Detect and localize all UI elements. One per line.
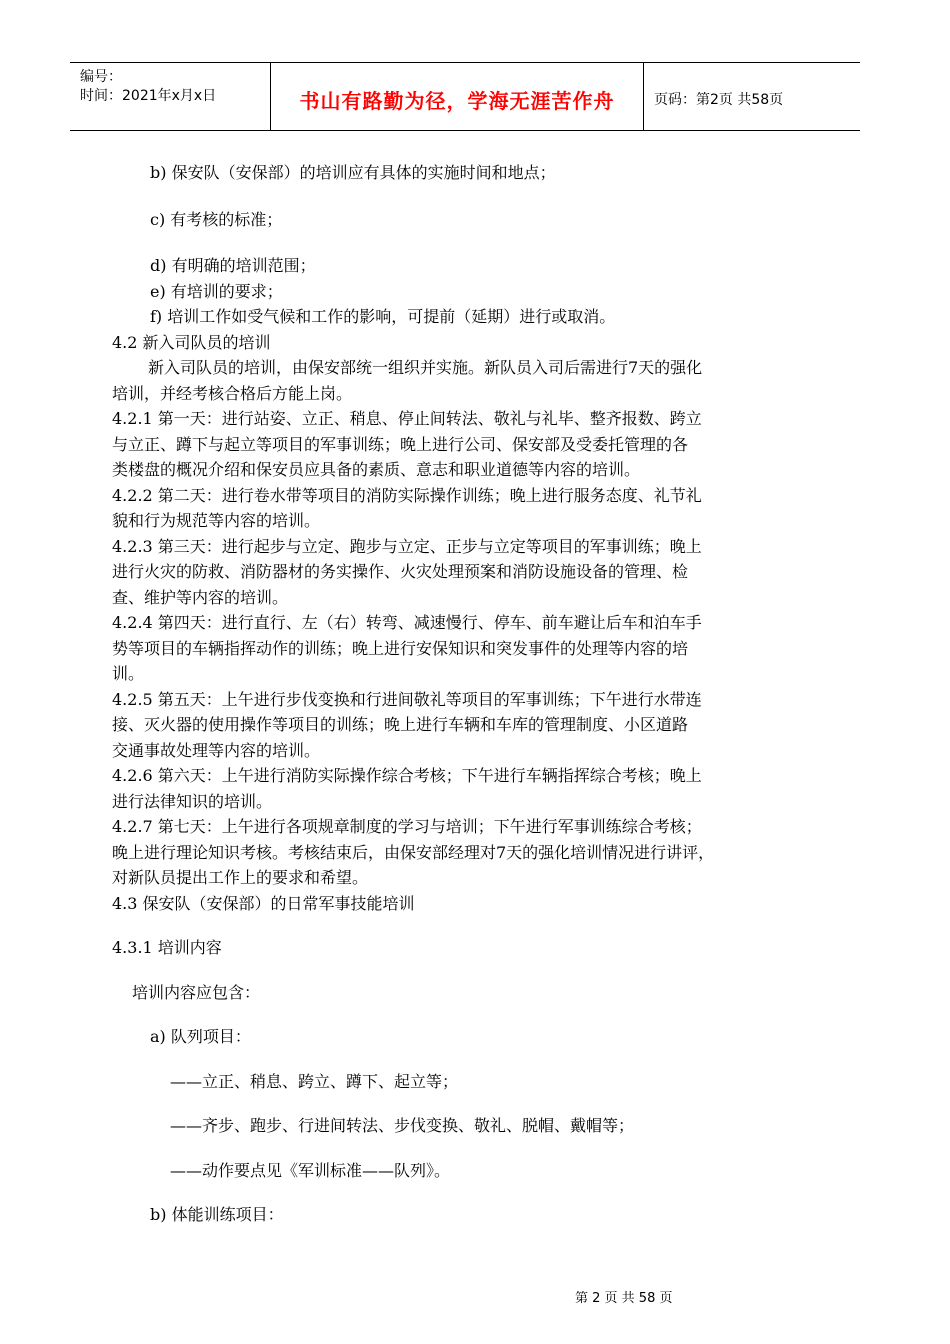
dash-item: ——立正、稍息、跨立、蹲下、起立等；	[170, 1071, 459, 1091]
list-item-b: b) 保安队（安保部）的培训应有具体的实施时间和地点；	[150, 163, 556, 182]
paragraph-line: 貌和行为规范等内容的培训。	[112, 511, 321, 530]
header-motto-cell	[271, 63, 644, 130]
page-footer: 第 2 页 共 58 页	[575, 1291, 673, 1306]
header-meta-cell	[70, 63, 271, 130]
list-item-c: c) 有考核的标准；	[150, 209, 283, 229]
dash-item: ——齐步、跑步、行进间转法、步伐变换、敬礼、脱帽、戴帽等；	[170, 1116, 635, 1135]
paragraph-line: 4.2.7 第七天：上午进行各项规章制度的学习与培训；下午进行军事训练综合考核；	[112, 817, 702, 836]
dash-item: ——动作要点见《军训标准——队列》。	[170, 1160, 451, 1180]
paragraph-line: 4.2.4 第四天：进行直行、左（右）转弯、减速慢行、停车、前车避让后车和泊车手	[112, 613, 702, 632]
header-page-number: 页码：第2页 共58页	[654, 92, 784, 108]
paragraph-line: 对新队员提出工作上的要求和希望。	[112, 868, 369, 887]
paragraph-line: 晚上进行理论知识考核。考核结束后，由保安部经理对7天的强化培训情况进行讲评，	[112, 842, 715, 862]
paragraph-line: 4.2.6 第六天：上午进行消防实际操作综合考核；下午进行车辆指挥综合考核；晚上	[112, 766, 702, 785]
paragraph-line: 训。	[112, 664, 145, 683]
document-body	[112, 160, 832, 1228]
paragraph-line: 势等项目的车辆指挥动作的训练；晚上进行安保知识和突发事件的处理等内容的培	[112, 638, 689, 658]
paragraph-line: 培训，并经考核合格后方能上岗。	[112, 383, 353, 403]
paragraph-line: 4.2.3 第三天：进行起步与立定、跑步与立定、正步与立定等项目的军事训练；晚上	[112, 536, 702, 556]
paragraph-line: 与立正、蹲下与起立等项目的军事训练；晚上进行公司、保安部及受委托管理的各	[112, 434, 689, 454]
paragraph-line: 培训内容应包含：	[132, 982, 261, 1002]
section-heading-4-3-1: 4.3.1 培训内容	[112, 938, 222, 957]
paragraph-line: 接、灭火器的使用操作等项目的训练；晚上进行车辆和车库的管理制度、小区道路	[112, 715, 689, 734]
header-page-cell	[644, 63, 860, 130]
list-item-f: f) 培训工作如受气候和工作的影响，可提前（延期）进行或取消。	[150, 307, 616, 326]
page-header	[70, 62, 860, 131]
paragraph-line: 4.2.2 第二天：进行卷水带等项目的消防实际操作训练；晚上进行服务态度、礼节礼	[112, 485, 702, 505]
list-item-e: e) 有培训的要求；	[150, 281, 283, 301]
paragraph-line: 新入司队员的培训，由保安部统一组织并实施。新队员入司后需进行7天的强化	[148, 358, 703, 377]
list-item-a: a) 队列项目：	[150, 1027, 251, 1046]
section-heading-4-3: 4.3 保安队（安保部）的日常军事技能培训	[112, 893, 415, 913]
document-time-label: 时间：2021年x月x日	[80, 88, 217, 104]
header-motto: 书山有路勤为径，学海无涯苦作舟	[299, 89, 615, 113]
paragraph-line: 交通事故处理等内容的培训。	[112, 740, 321, 760]
list-item-b2: b) 体能训练项目：	[150, 1205, 284, 1224]
section-heading-4-2: 4.2 新入司队员的培训	[112, 332, 271, 352]
paragraph-line: 4.2.1 第一天：进行站姿、立正、稍息、停止间转法、敬礼与礼毕、整齐报数、跨立	[112, 409, 702, 428]
paragraph-line: 进行法律知识的培训。	[112, 791, 273, 811]
paragraph-line: 进行火灾的防救、消防器材的务实操作、火灾处理预案和消防设施设备的管理、检	[112, 562, 689, 581]
paragraph-line: 类楼盘的概况介绍和保安员应具备的素质、意志和职业道德等内容的培训。	[112, 460, 641, 479]
paragraph-line: 4.2.5 第五天：上午进行步伐变换和行进间敬礼等项目的军事训练；下午进行水带连	[112, 689, 702, 709]
list-item-d: d) 有明确的培训范围；	[150, 256, 316, 275]
paragraph-line: 查、维护等内容的培训。	[112, 587, 289, 607]
document-number-label: 编号：	[80, 69, 122, 85]
